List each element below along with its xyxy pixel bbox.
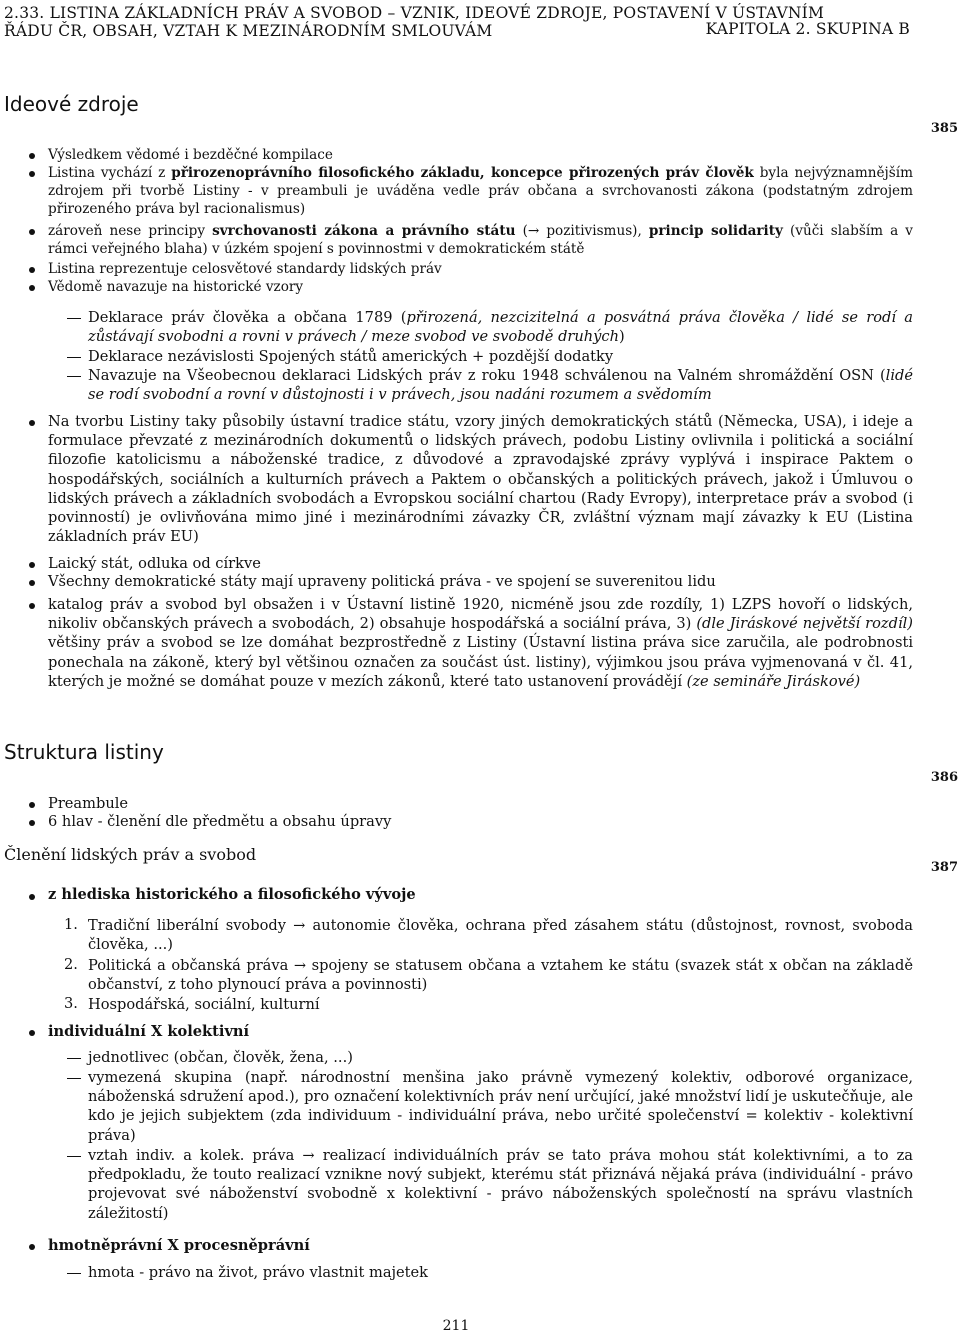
bullet-icon [29, 820, 35, 826]
bullet-icon [29, 171, 35, 177]
bullet-icon [29, 580, 35, 586]
margin-number-385: 385 [930, 121, 958, 136]
dash-icon [67, 1273, 81, 1274]
dash-icon [67, 318, 81, 319]
list-item: Laický stát, odluka od církve [48, 555, 261, 572]
bullet-icon [29, 603, 35, 609]
sub-item: vymezená skupina (např. národnostní menšina jako právně vymezený kolektiv, odborové organizace, náboženská sdružení apod.), pro označení kolektivních práv není určující, jaké množství lidí je uskutečňuje, ale kdo je jejich subjektem (zda individuum - individuální práva, nebo určité společenství = kolektiv - kolektivní práva) [88, 1069, 913, 1144]
ordered-number: 2. [64, 956, 78, 973]
list-item: 6 hlav - členění dle předmětu a obsahu úpravy [48, 813, 392, 830]
bullet-icon [29, 267, 35, 273]
group-title: z hlediska historického a filosofického vývoje [48, 886, 416, 903]
section-title-struktura-listiny: Struktura listiny [4, 740, 164, 764]
bullet-icon [29, 153, 35, 159]
bullet-icon [29, 894, 35, 900]
dash-icon [67, 357, 81, 358]
ordered-number: 3. [64, 995, 78, 1012]
history-item: Deklarace nezávislosti Spojených států amerických + pozdější dodatky [88, 348, 614, 365]
ordered-item: Tradiční liberální svobody → autonomie člověka, ochrana před zásahem státu (důstojnost, rovnost, svoboda člověka, ...) [88, 917, 913, 954]
list-item: katalog práv a svobod byl obsažen i v Ústavní listině 1920, nicméně jsou zde rozdíly, 1) LZPS hovoří o lidských, nikoliv občanských právech a svobodách, 2) obsahuje hospodářská a sociální práva, 3) (dle Jiráskové největší rozdíl) většiny práv a svobod se lze domáhat bezprostředně z Listiny (Ústavní listina práva sice zaručila, ale podrobnosti ponechala na zákoně, který byl většinou označen za součást úst. listiny), výjimkou jsou práva vyjmenovaná v čl. 41, kterých je možné se domáhat pouze v mezích zákonů, které tato ustanovení provádějí (ze semináře Jiráskové) [48, 596, 913, 690]
list-item: Preambule [48, 795, 129, 812]
history-item: Navazuje na Všeobecnou deklaraci Lidských práv z roku 1948 schválenou na Valném shromáždění OSN (lidé se rodí svobodní a rovní v důstojnosti i v právech, jsou nadáni rozumem a svědomím [88, 367, 913, 404]
bullet-icon [29, 1030, 35, 1036]
sub-item: hmota - právo na život, právo vlastnit majetek [88, 1264, 429, 1281]
history-item: Deklarace práv člověka a občana 1789 (přirozená, nezcizitelná a posvátná práva člověka / lidé se rodí a zůstávají svobodni a rovni v právech / meze svobod ve svobodě druhých) [88, 309, 913, 346]
dash-icon [67, 1156, 81, 1157]
sub-item: jednotlivec (občan, člověk, žena, ...) [88, 1049, 353, 1066]
bullet-icon [29, 1244, 35, 1250]
ordered-item: Hospodářská, sociální, kulturní [88, 996, 320, 1013]
bullet-icon [29, 229, 35, 235]
bullet-icon [29, 285, 35, 291]
dash-icon [67, 1078, 81, 1079]
list-item: Na tvorbu Listiny taky působily ústavní tradice státu, vzory jiných demokratických států (Německa, USA), i ideje a formulace převzaté z mezinárodních dokumentů o lidských právech, podobu Listiny ovlivnila i politická a sociální filozofie katolicismu a náboženské tradice, z důvodové a zpravodajské zprávy vyplývá i inspirace Paktem o hospodářských, sociálních a kulturních právech a Paktem o občanských a politických právech, jakož i Úmluvou o lidských právech a základních svobodách a Evropskou sociální chartou (Rady Evropy), interpretace práv a svobod (i povinností) je ovlivňována mimo jiné i mezinárodními závazky ČR, zvláštní význam mají závazky k EU (Listina základních práv EU) [48, 413, 913, 546]
running-header-chapter: KAPITOLA 2. SKUPINA B [705, 20, 910, 38]
bullet-icon [29, 420, 35, 426]
page-number: 211 [442, 1318, 470, 1334]
bullet-icon [29, 562, 35, 568]
group-title: individuální X kolektivní [48, 1023, 250, 1040]
ordered-number: 1. [64, 916, 78, 933]
dash-icon [67, 376, 81, 377]
running-header-line2: ŘÁDU ČR, OBSAH, VZTAH K MEZINÁRODNÍM SMLOUVÁM [4, 22, 493, 40]
list-item: Listina vychází z přirozenoprávního filosofického základu, koncepce přirozených práv člověk byla nejvýznamnějším zdrojem při tvorbě Listiny - v preambuli je uváděna vedle práv občana a svrchovanosti zákona (podstatným zdrojem přirozeného práva byl racionalismus) [48, 165, 913, 217]
margin-number-386: 386 [930, 770, 958, 785]
bullet-icon [29, 802, 35, 808]
section-title-cleneni: Členění lidských práv a svobod [4, 845, 257, 864]
list-item: Vědomě navazuje na historické vzory [48, 279, 304, 295]
list-item: zároveň nese principy svrchovanosti zákona a právního státu (→ pozitivismus), princip solidarity (vůči slabším a v rámci veřejného blaha) v úzkém spojení s povinnostmi v demokratickém státě [48, 223, 913, 257]
list-item: Listina reprezentuje celosvětové standardy lidských práv [48, 261, 442, 277]
ordered-item: Politická a občanská práva → spojeny se statusem občana a vztahem ke státu (svazek stát x občan na základě občanství, z toho plynoucí práva a povinnosti) [88, 957, 913, 994]
running-header-line1: 2.33. LISTINA ZÁKLADNÍCH PRÁV A SVOBOD – VZNIK, IDEOVÉ ZDROJE, POSTAVENÍ V ÚSTAVNÍM [4, 4, 825, 22]
dash-icon [67, 1058, 81, 1059]
group-title: hmotněprávní X procesněprávní [48, 1237, 310, 1254]
margin-number-387: 387 [930, 860, 958, 875]
list-item: Výsledkem vědomé i bezděčné kompilace [48, 147, 333, 163]
sub-item: vztah indiv. a kolek. práva → realizací individuálních práv se tato práva mohou stát kolektivními, a to za předpokladu, že touto realizací vznikne nový subjekt, kterému stát přiznává nějaká práva (individuální - právo projevovat své náboženství svobodně x kolektivní - právo náboženských společností na správu vlastních záležitostí) [88, 1147, 913, 1222]
section-title-ideove-zdroje: Ideové zdroje [4, 92, 139, 116]
list-item: Všechny demokratické státy mají upraveny politická práva - ve spojení se suverenitou lidu [48, 573, 716, 590]
